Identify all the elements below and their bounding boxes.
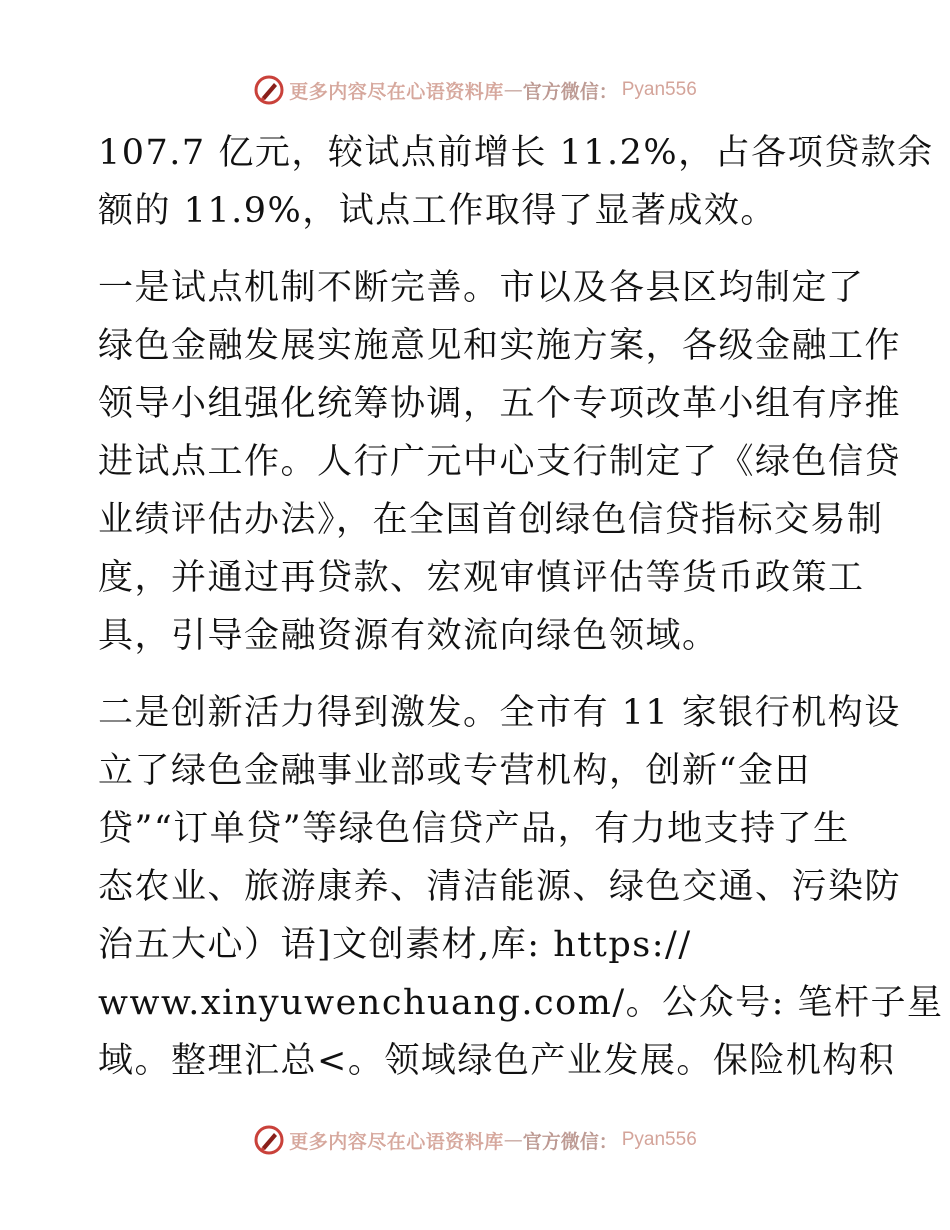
text-line: 贷”“订单贷”等绿色信贷产品，有力地支持了生 <box>98 809 850 849</box>
text-line: 立了绿色金融事业部或专营机构，创新“金田 <box>98 751 811 791</box>
watermark-dash: — <box>503 1129 523 1151</box>
watermark-handle: Pyan556 <box>621 1129 697 1150</box>
watermark-handle: Pyan556 <box>621 79 697 100</box>
watermark-secondary-text: 官方微信： <box>522 1130 618 1153</box>
watermark-dash: — <box>503 79 523 101</box>
text-line: 度，并通过再贷款、宏观审慎评估等货币政策工 <box>98 558 865 598</box>
text-line: 107.7 亿元，较试点前增长 11.2%，占各项贷款余 <box>98 133 934 173</box>
paragraph <box>98 124 934 240</box>
watermark-main-text: 更多内容尽在心语资料库 <box>289 80 504 103</box>
footer-watermark <box>0 1122 950 1158</box>
watermark-secondary-text: 官方微信： <box>522 80 618 103</box>
paragraph <box>98 259 902 665</box>
text-line: 态农业、旅游康养、清洁能源、绿色交通、污染防 <box>98 867 902 907</box>
text-line: 一是试点机制不断完善。市以及各县区均制定了 <box>98 268 865 308</box>
pen-seal-logo-icon <box>253 1124 285 1156</box>
text-line: 额的 11.9%，试点工作取得了显著成效。 <box>98 191 777 231</box>
text-line: 治五大心）语]文创素材,库: https:// <box>98 925 692 965</box>
text-line: www.xinyuwenchuang.com/。公众号: 笔杆子星 <box>98 983 944 1023</box>
header-watermark <box>0 72 950 108</box>
text-line: 领导小组强化统筹协调，五个专项改革小组有序推 <box>98 384 902 424</box>
document-body <box>98 124 944 1090</box>
watermark-main-text: 更多内容尽在心语资料库 <box>289 1130 504 1153</box>
text-line: 域。整理汇总<。领域绿色产业发展。保险机构积 <box>98 1041 896 1081</box>
text-line: 进试点工作。人行广元中心支行制定了《绿色信贷 <box>98 442 902 482</box>
paragraph <box>98 684 944 1090</box>
text-line: 绿色金融发展实施意见和实施方案，各级金融工作 <box>98 326 902 366</box>
text-line: 二是创新活力得到激发。全市有 11 家银行机构设 <box>98 693 901 733</box>
text-line: 具，引导金融资源有效流向绿色领域。 <box>98 616 719 656</box>
pen-seal-logo-icon <box>253 74 285 106</box>
text-line: 业绩评估办法》，在全国首创绿色信贷指标交易制 <box>98 500 884 540</box>
